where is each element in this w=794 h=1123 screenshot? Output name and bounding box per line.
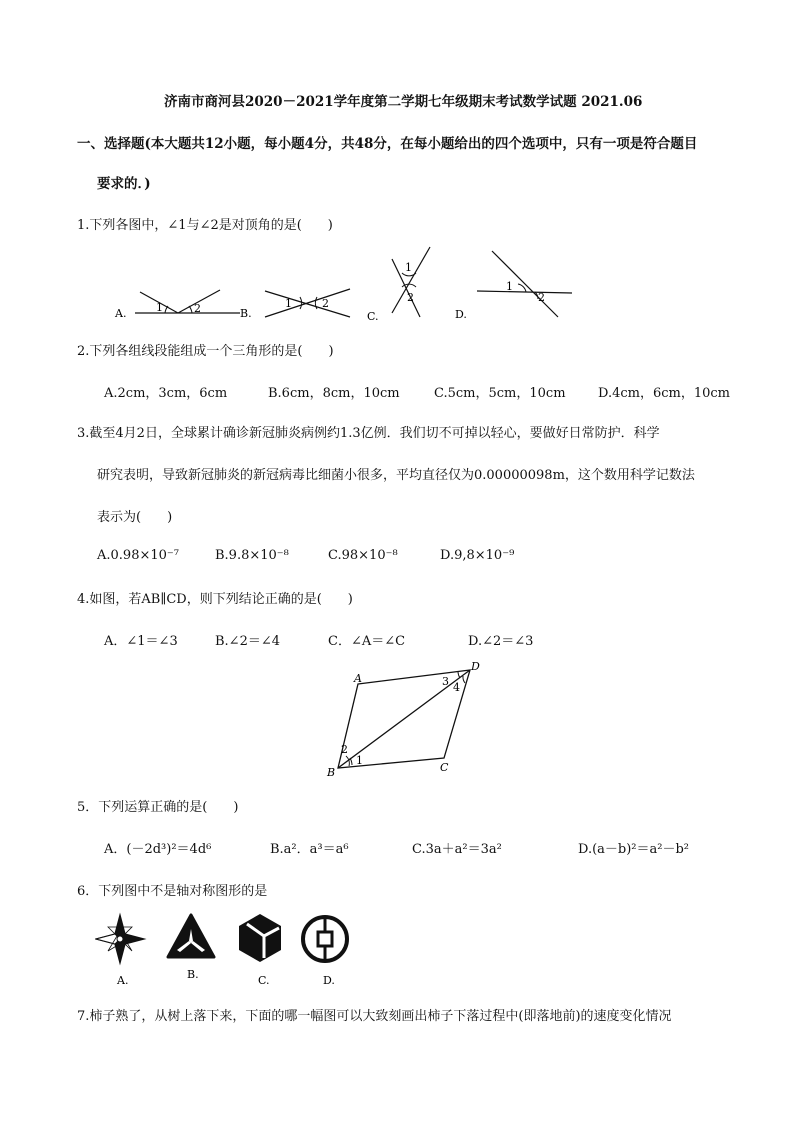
q7-stem: 7.柿子熟了，从树上落下来，下面的哪一幅图可以大致刻画出柿子下落过程中(即落地前)的速度变化情况 xyxy=(77,1009,672,1024)
q1-figure-a xyxy=(114,290,240,320)
q4-point-c: C xyxy=(440,761,449,774)
q3-line2: 研究表明，导致新冠肺炎的新冠病毒比细菌小很多，平均直径仅为0.00000098m，这个数用科学记数法 xyxy=(97,468,695,483)
q4-stem: 4.如图，若AB∥CD，则下列结论正确的是( ) xyxy=(77,592,353,607)
q3-line1: 3.截至4月2日，全球累计确诊新冠肺炎病例约1.3亿例．我们切不可掉以轻心，要做好日常防护．科学 xyxy=(77,426,660,441)
q1-a-angle-2: 2 xyxy=(194,302,201,315)
q2-option-d: D.4cm，6cm，10cm xyxy=(598,386,730,401)
q5-option-c: C.3a＋a²＝3a² xyxy=(412,842,502,857)
q1-d-angle-1: 1 xyxy=(506,280,513,293)
q4-point-d: D xyxy=(471,660,480,673)
q4-point-a: A xyxy=(354,672,362,685)
q4-angle-4: 4 xyxy=(453,681,460,694)
q6-figures xyxy=(95,912,355,994)
q1-option-d: D. xyxy=(455,308,467,321)
q2-option-b: B.6cm，8cm，10cm xyxy=(268,386,400,401)
q6-figure-c-hexagon xyxy=(239,914,281,962)
q4-option-c: C．∠A＝∠C xyxy=(328,634,406,649)
q3-option-a: A.0.98×10⁻⁷ xyxy=(97,548,179,563)
q5-option-a: A．(－2d³)²＝4d⁶ xyxy=(104,842,212,857)
q6-option-a: A. xyxy=(117,974,129,987)
q4-parallelogram-figure xyxy=(322,660,492,780)
q1-d-angle-2: 2 xyxy=(538,291,545,304)
q4-option-a: A．∠1＝∠3 xyxy=(104,634,178,649)
q6-figure-a-compass xyxy=(96,915,144,963)
q5-stem: 5．下列运算正确的是( ) xyxy=(77,800,239,815)
q1-figure-d xyxy=(455,251,572,321)
q6-option-c: C. xyxy=(258,974,270,987)
q4-option-b: B.∠2＝∠4 xyxy=(215,634,281,649)
q6-figure-d-coin xyxy=(303,917,347,961)
q3-option-d: D.9,8×10⁻⁹ xyxy=(440,548,515,563)
q1-stem: 1.下列各图中，∠1与∠2是对顶角的是( ) xyxy=(77,218,333,233)
q3-option-c: C.98×10⁻⁸ xyxy=(328,548,398,563)
q2-stem: 2.下列各组线段能组成一个三角形的是( ) xyxy=(77,344,334,359)
q6-figure-b-triangle xyxy=(168,915,214,957)
q6-option-b: B. xyxy=(187,968,199,981)
section-heading-line2: 要求的．) xyxy=(97,176,151,192)
q4-angle-2: 2 xyxy=(341,743,348,756)
page-title: 济南市商河县2020－2021学年度第二学期七年级期末考试数学试题 2021.06 xyxy=(164,94,643,110)
q2-option-c: C.5cm，5cm，10cm xyxy=(434,386,566,401)
q1-option-c: C. xyxy=(367,310,379,323)
q1-figure-c xyxy=(367,247,430,323)
q1-option-a: A. xyxy=(115,307,127,320)
q1-a-angle-1: 1 xyxy=(156,301,163,314)
q4-option-d: D.∠2＝∠3 xyxy=(468,634,534,649)
q1-b-angle-1: 1 xyxy=(285,297,292,310)
q4-angle-1: 1 xyxy=(356,754,363,767)
q4-point-b: B xyxy=(327,766,336,779)
q1-c-angle-1: 1 xyxy=(405,261,412,274)
q3-option-b: B.9.8×10⁻⁸ xyxy=(215,548,289,563)
q6-stem: 6．下列图中不是轴对称图形的是 xyxy=(77,884,268,899)
q1-figures xyxy=(110,245,590,325)
q1-b-angle-2: 2 xyxy=(322,297,329,310)
section-heading-line1: 一、选择题(本大题共12小题，每小题4分，共48分，在每小题给出的四个选项中，只有一项是符合题目 xyxy=(77,136,698,152)
q2-option-a: A.2cm，3cm，6cm xyxy=(104,386,228,401)
q3-line3: 表示为( ) xyxy=(97,510,173,525)
q1-option-b: B. xyxy=(240,307,252,320)
q4-angle-3: 3 xyxy=(442,675,449,688)
q1-figure-b xyxy=(240,289,350,320)
q6-option-d: D. xyxy=(323,974,335,987)
q1-c-angle-2: 2 xyxy=(407,291,414,304)
q5-option-d: D.(a－b)²＝a²－b² xyxy=(578,842,690,857)
q5-option-b: B.a²．a³＝a⁶ xyxy=(270,842,349,857)
